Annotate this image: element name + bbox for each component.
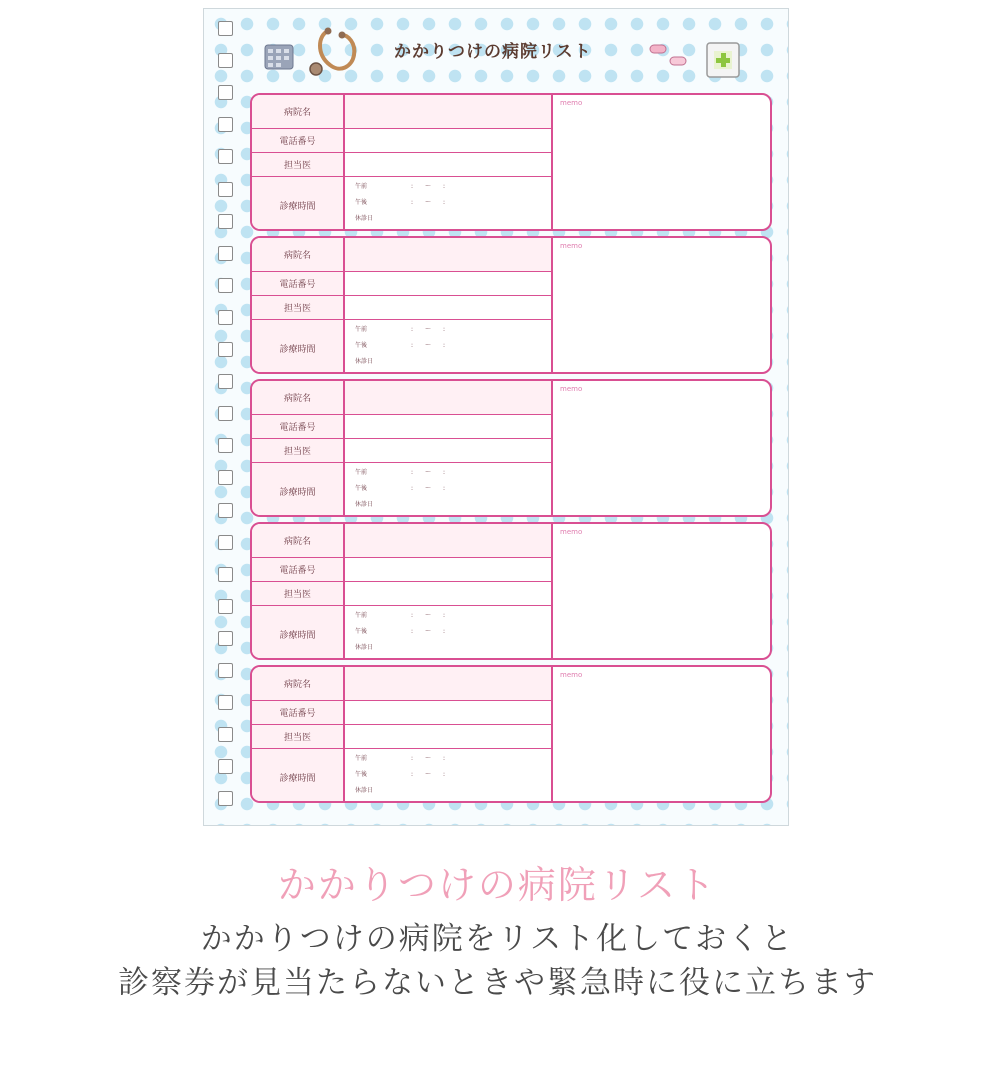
hours-row-label: 休診日 — [355, 787, 374, 794]
hours-row-label: 午前 — [355, 326, 368, 333]
memo-area[interactable] — [554, 238, 770, 372]
memo-area[interactable] — [554, 524, 770, 658]
field-label: 診療時間 — [252, 320, 345, 374]
hours-row-label: 休診日 — [355, 501, 374, 508]
sheet-title: かかりつけの病院リスト — [394, 42, 592, 62]
hours-separators: : 〜 : — [411, 755, 446, 762]
stethoscope-icon — [308, 25, 364, 81]
doctor-field[interactable] — [345, 439, 553, 463]
hospital-card — [250, 236, 772, 374]
hours-row-label: 休診日 — [355, 215, 374, 222]
memo-label: memo — [560, 242, 583, 250]
ring-checkbox[interactable] — [218, 535, 233, 550]
caption-title: かかりつけの病院リスト — [277, 863, 718, 907]
hours-row-label: 午後 — [355, 771, 368, 778]
doctor-field[interactable] — [345, 582, 553, 606]
hours-field[interactable] — [345, 320, 553, 374]
ring-checkbox[interactable] — [218, 21, 233, 36]
ring-checkbox[interactable] — [218, 246, 233, 261]
ring-checkbox[interactable] — [218, 117, 233, 132]
field-label: 電話番号 — [252, 558, 345, 582]
ring-checkbox[interactable] — [218, 53, 233, 68]
hospital-name-field[interactable] — [345, 524, 553, 558]
hospital-card — [250, 379, 772, 517]
field-label: 病院名 — [252, 95, 345, 129]
ring-checkbox[interactable] — [218, 599, 233, 614]
ring-checkbox[interactable] — [218, 791, 233, 806]
hours-row-label: 午後 — [355, 199, 368, 206]
hours-row-label: 午前 — [355, 755, 368, 762]
ring-checkbox[interactable] — [218, 727, 233, 742]
memo-label: memo — [560, 671, 583, 679]
ring-checkbox[interactable] — [218, 695, 233, 710]
hours-separators: : 〜 : — [411, 326, 446, 333]
hospital-card — [250, 93, 772, 231]
caption-line-1: かかりつけの病院をリスト化しておくと — [200, 921, 795, 957]
hours-field[interactable] — [345, 749, 553, 803]
hours-row-label: 休診日 — [355, 358, 374, 365]
ring-checkbox[interactable] — [218, 214, 233, 229]
hours-row-label: 午前 — [355, 469, 368, 476]
ring-checkbox[interactable] — [218, 567, 233, 582]
medicine-box-icon — [704, 39, 744, 81]
hospital-card — [250, 522, 772, 660]
field-label: 病院名 — [252, 381, 345, 415]
field-label: 病院名 — [252, 238, 345, 272]
memo-label: memo — [560, 528, 583, 536]
hours-field[interactable] — [345, 463, 553, 517]
hours-row-label: 午後 — [355, 628, 368, 635]
memo-area[interactable] — [554, 95, 770, 229]
hours-separators: : 〜 : — [411, 342, 446, 349]
ring-checkbox[interactable] — [218, 438, 233, 453]
memo-area[interactable] — [554, 667, 770, 801]
ring-checkbox[interactable] — [218, 503, 233, 518]
field-label: 診療時間 — [252, 463, 345, 517]
phone-field[interactable] — [345, 272, 553, 296]
memo-area[interactable] — [554, 381, 770, 515]
hours-field[interactable] — [345, 177, 553, 231]
ring-checkbox[interactable] — [218, 406, 233, 421]
ring-checkbox[interactable] — [218, 759, 233, 774]
hospital-name-field[interactable] — [345, 381, 553, 415]
phone-field[interactable] — [345, 415, 553, 439]
hours-separators: : 〜 : — [411, 771, 446, 778]
hours-separators: : 〜 : — [411, 469, 446, 476]
hours-separators: : 〜 : — [411, 612, 446, 619]
caption-line-2: 診察券が見当たらないときや緊急時に役に立ちます — [118, 965, 877, 1001]
ring-checkbox[interactable] — [218, 278, 233, 293]
hours-separators: : 〜 : — [411, 199, 446, 206]
field-label: 診療時間 — [252, 749, 345, 803]
memo-label: memo — [560, 385, 583, 393]
field-label: 電話番号 — [252, 415, 345, 439]
ring-checkbox[interactable] — [218, 85, 233, 100]
ring-checkbox[interactable] — [218, 374, 233, 389]
hours-row-label: 休診日 — [355, 644, 374, 651]
field-label: 担当医 — [252, 153, 345, 177]
field-label: 診療時間 — [252, 606, 345, 660]
memo-label: memo — [560, 99, 583, 107]
ring-checkbox[interactable] — [218, 342, 233, 357]
hospital-card — [250, 665, 772, 803]
field-label: 担当医 — [252, 582, 345, 606]
doctor-field[interactable] — [345, 725, 553, 749]
calendar-icon — [262, 41, 296, 71]
hours-separators: : 〜 : — [411, 485, 446, 492]
hospital-name-field[interactable] — [345, 667, 553, 701]
pill-icon — [648, 43, 692, 73]
ring-checkbox[interactable] — [218, 470, 233, 485]
hours-field[interactable] — [345, 606, 553, 660]
ring-checkbox[interactable] — [218, 182, 233, 197]
phone-field[interactable] — [345, 129, 553, 153]
phone-field[interactable] — [345, 558, 553, 582]
field-label: 担当医 — [252, 296, 345, 320]
field-label: 病院名 — [252, 667, 345, 701]
field-label: 電話番号 — [252, 272, 345, 296]
hours-row-label: 午後 — [355, 342, 368, 349]
doctor-field[interactable] — [345, 153, 553, 177]
field-label: 病院名 — [252, 524, 345, 558]
field-label: 担当医 — [252, 725, 345, 749]
hours-row-label: 午後 — [355, 485, 368, 492]
hours-separators: : 〜 : — [411, 183, 446, 190]
doctor-field[interactable] — [345, 296, 553, 320]
hospital-list-sheet — [203, 8, 789, 826]
field-label: 診療時間 — [252, 177, 345, 231]
hours-row-label: 午前 — [355, 183, 368, 190]
ring-checkbox[interactable] — [218, 149, 233, 164]
ring-checkbox[interactable] — [218, 663, 233, 678]
ring-checkbox[interactable] — [218, 631, 233, 646]
hospital-name-field[interactable] — [345, 95, 553, 129]
phone-field[interactable] — [345, 701, 553, 725]
hours-separators: : 〜 : — [411, 628, 446, 635]
field-label: 電話番号 — [252, 701, 345, 725]
ring-checkbox[interactable] — [218, 310, 233, 325]
hours-row-label: 午前 — [355, 612, 368, 619]
field-label: 電話番号 — [252, 129, 345, 153]
hospital-name-field[interactable] — [345, 238, 553, 272]
field-label: 担当医 — [252, 439, 345, 463]
